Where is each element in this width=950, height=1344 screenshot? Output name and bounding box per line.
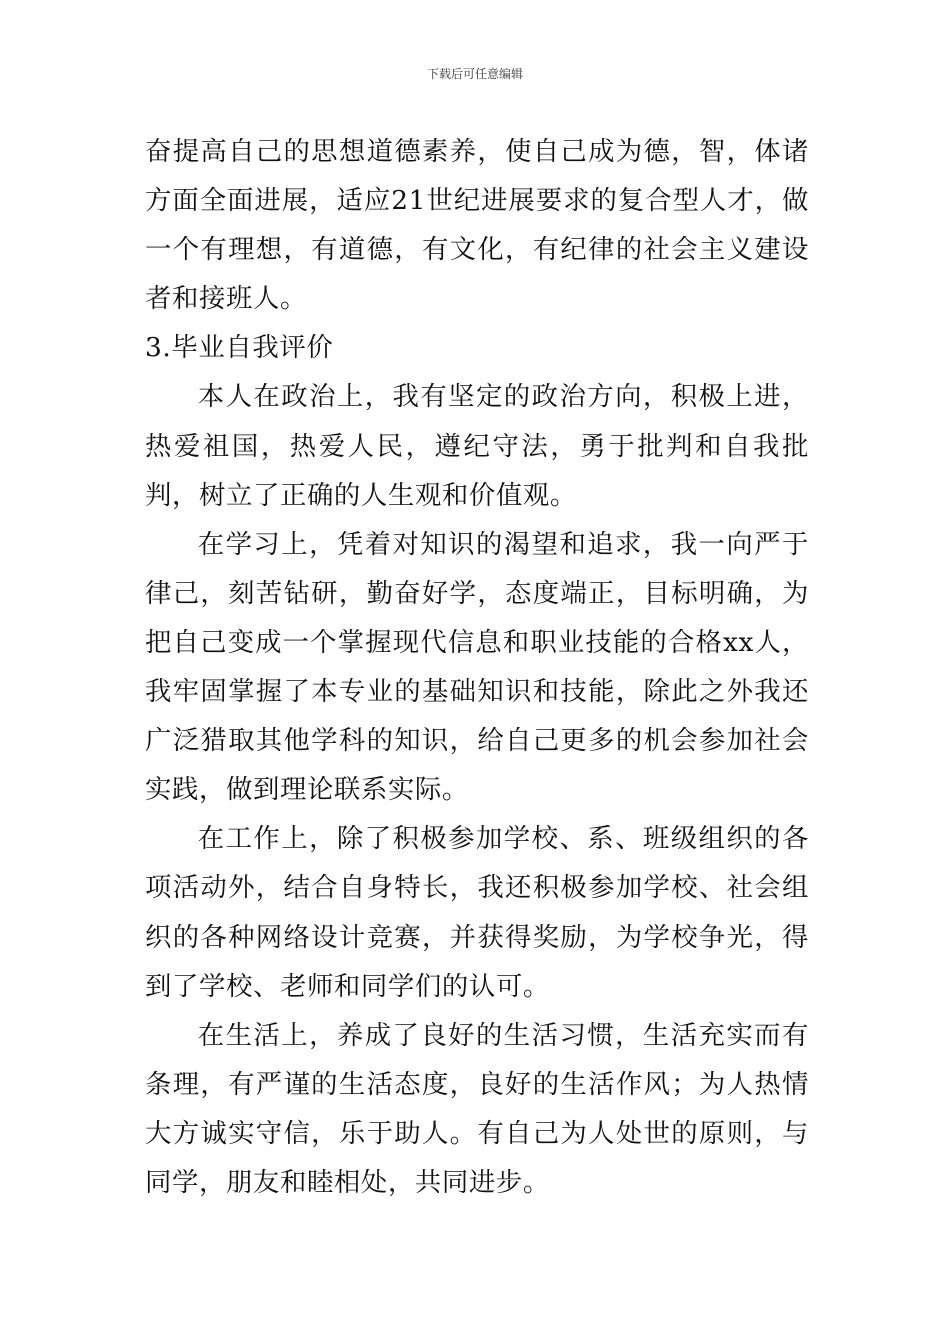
paragraph-continuation: 奋提高自己的思想道德素养，使自己成为德，智，体诸方面全面进展，适应21世纪进展要求的复合型人才，做一个有理想，有道德，有文化，有纪律的社会主义建设者和接班人。 <box>145 136 809 315</box>
paragraph-study: 在学习上，凭着对知识的渴望和追求，我一向严于律己，刻苦钻研，勤奋好学，态度端正，目标明确，为把自己变成一个掌握现代信息和职业技能的合格xx人，我牢固掌握了本专业的基础知识和技能，除此之外我还广泛猎取其他学科的知识，给自己更多的机会参加社会实践，做到理论联系实际。 <box>145 528 809 806</box>
paragraph-work: 在工作上，除了积极参加学校、系、班级组织的各项活动外，结合自身特长，我还积极参加学校、社会组织的各种网络设计竞赛，并获得奖励，为学校争光，得到了学校、老师和同学们的认可。 <box>145 823 809 1002</box>
paragraph-politics: 本人在政治上，我有坚定的政治方向，积极上进，热爱祖国，热爱人民，遵纪守法，勇于批判和自我批判，树立了正确的人生观和价值观。 <box>145 381 809 511</box>
page-header: 下载后可任意编辑 <box>426 67 523 81</box>
document-body <box>145 127 809 1207</box>
paragraph-life: 在生活上，养成了良好的生活习惯，生活充实而有条理，有严谨的生活态度，良好的生活作风；为人热情大方诚实守信，乐于助人。有自己为人处世的原则，与同学，朋友和睦相处，共同进步。 <box>145 1019 809 1198</box>
section-heading: 3.毕业自我评价 <box>145 332 334 364</box>
